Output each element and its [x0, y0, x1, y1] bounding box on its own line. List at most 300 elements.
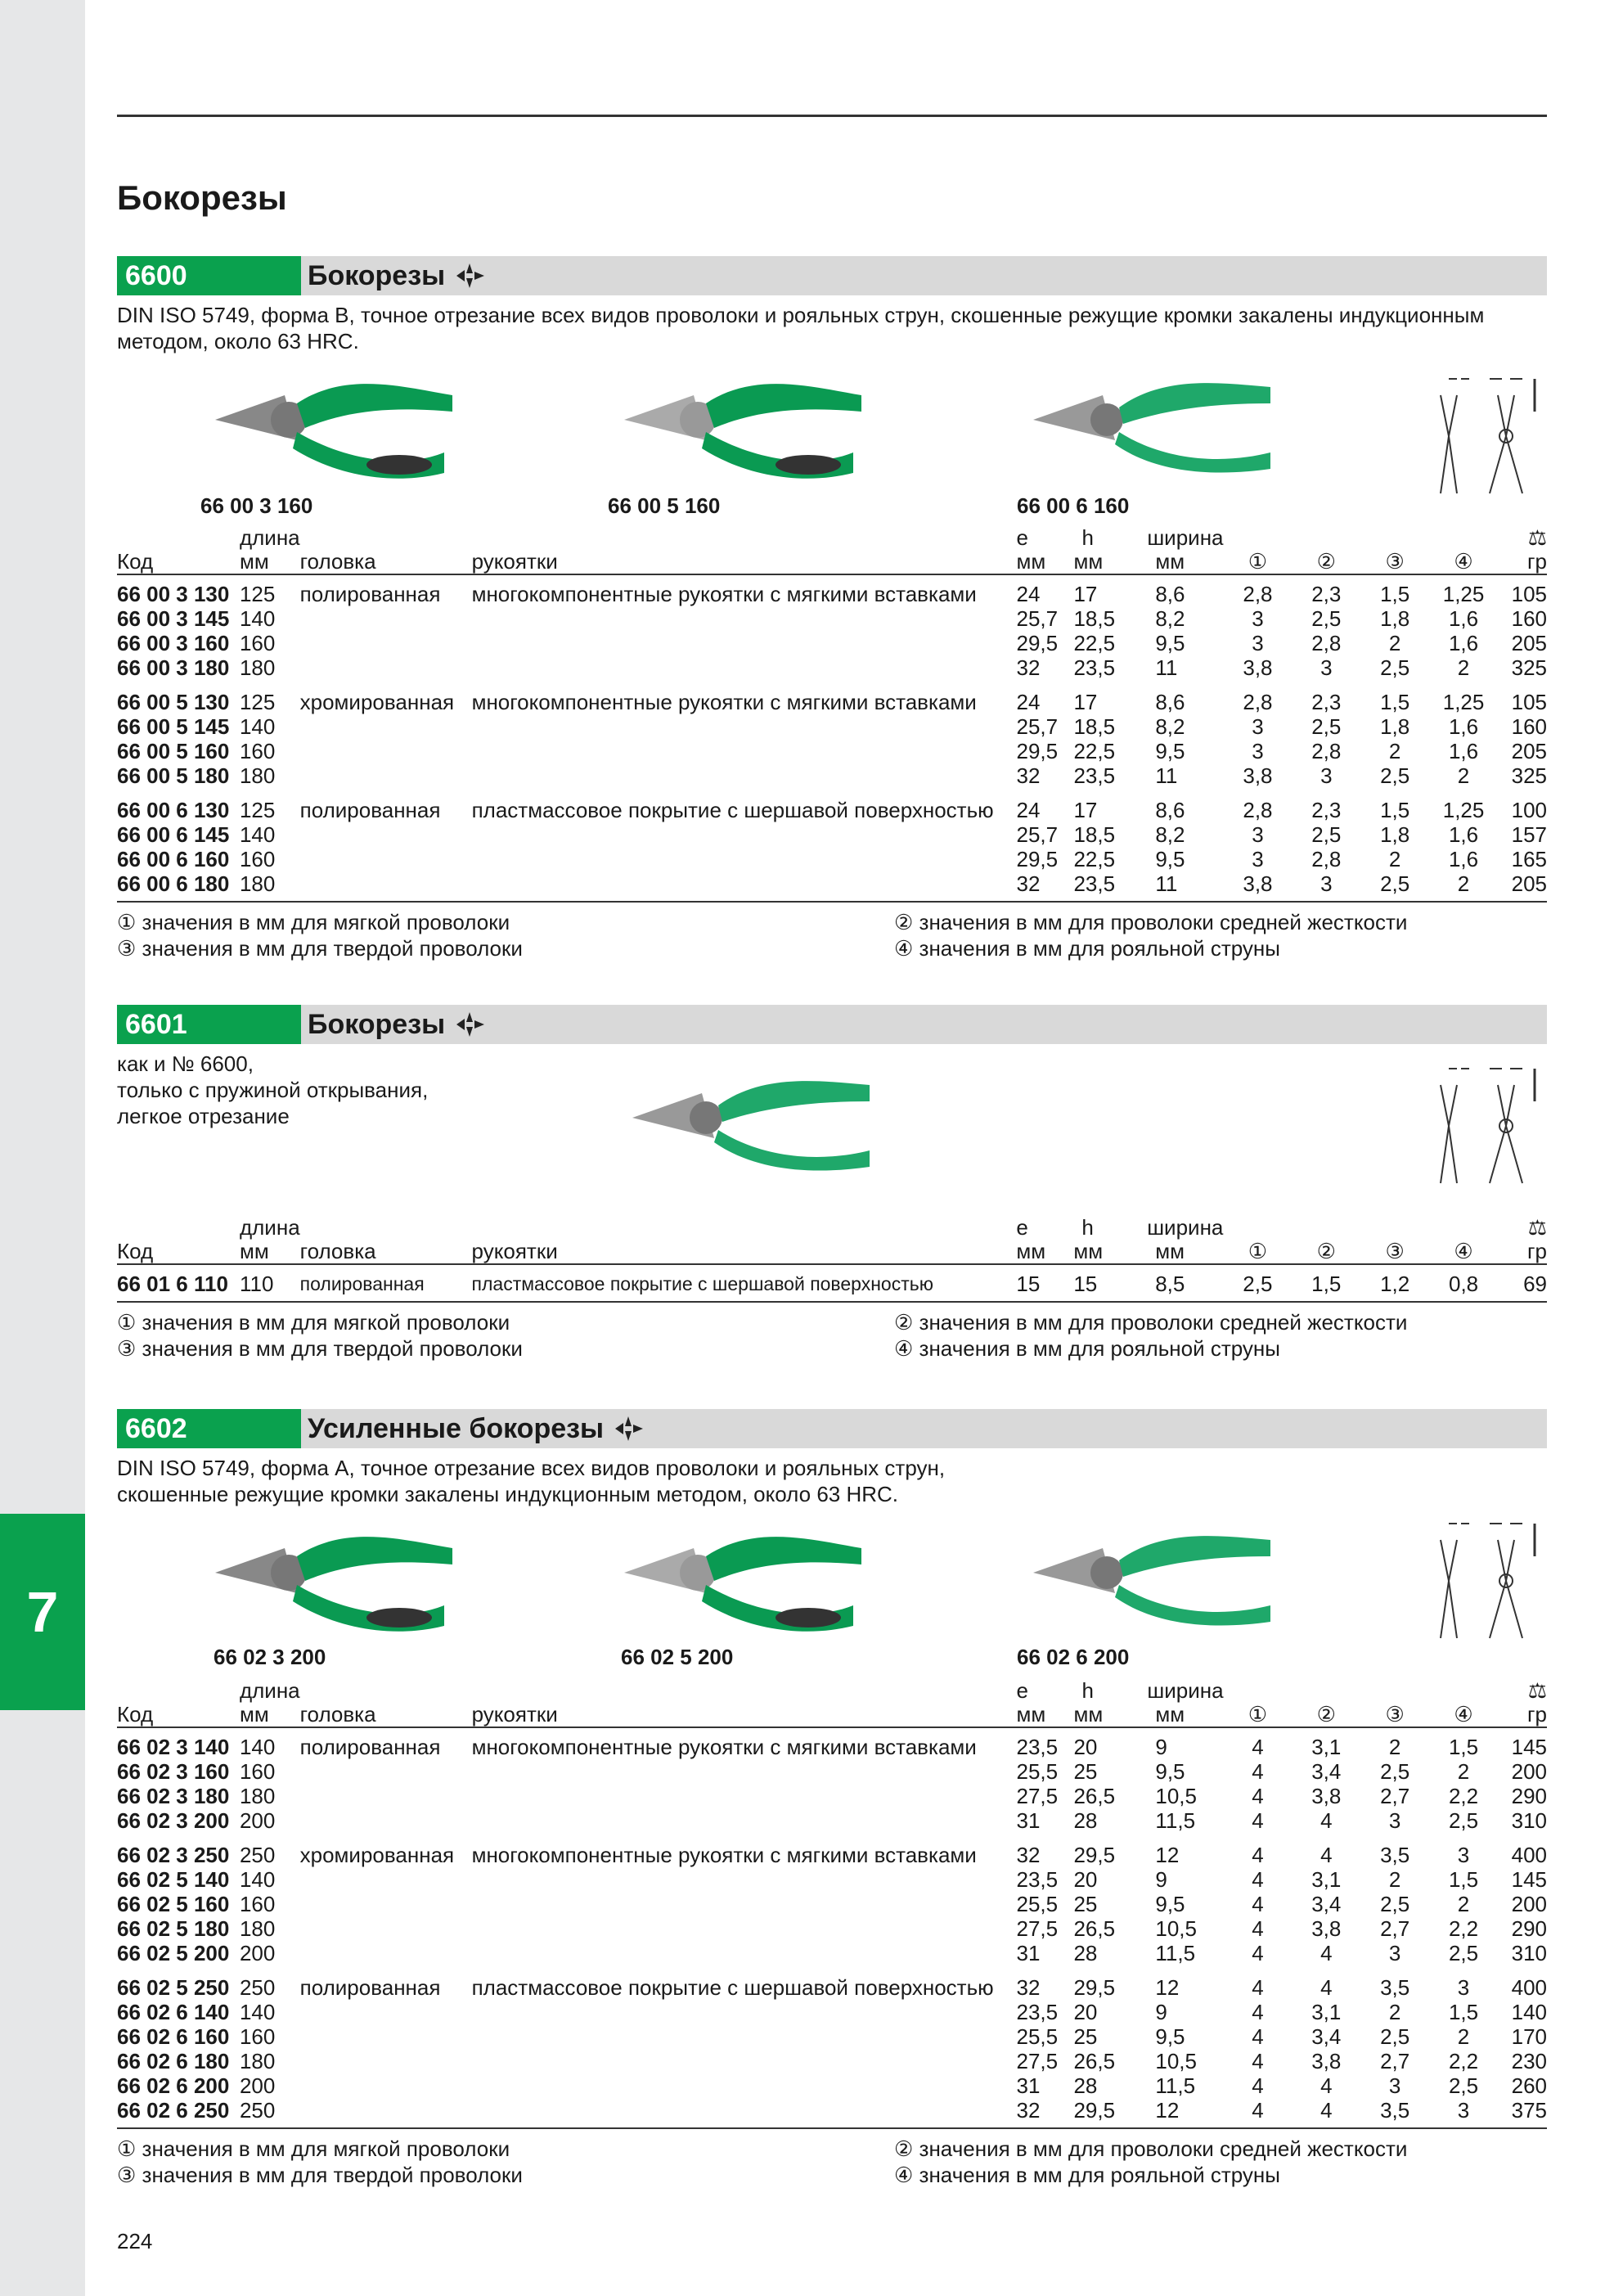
value-cell: 25	[1073, 2024, 1098, 2049]
value-cell: 3,8	[1311, 2049, 1342, 2073]
head-cell	[300, 1916, 472, 1941]
value-cell: 28	[1073, 2073, 1098, 2098]
section-title-text: Бокорезы	[308, 259, 446, 291]
section-6602	[117, 1409, 1547, 2188]
value-cell: 2,5	[1380, 655, 1410, 680]
spec-table	[117, 1679, 1547, 2129]
table-row	[117, 1965, 1547, 2000]
article-code: 66 02 5 180	[117, 1916, 230, 1941]
head-cell	[300, 631, 472, 655]
value-cell: 18,5	[1073, 822, 1116, 847]
article-code: 66 02 6 160	[117, 2024, 230, 2049]
head-cell	[300, 1759, 472, 1784]
value-cell: 2,3	[1311, 582, 1342, 606]
grip-cell: пластмассовое покрытие с шершавой поверхностью	[471, 1975, 994, 2000]
length-cell: 250	[240, 2098, 300, 2128]
table-row	[117, 2073, 1547, 2098]
pliers-image	[1025, 1515, 1279, 1638]
grip-cell	[472, 714, 1017, 739]
value-cell: 10,5	[1155, 1784, 1197, 1808]
value-cell: 400	[1511, 1975, 1547, 2000]
footnotes	[117, 1309, 1547, 1362]
grip-cell	[472, 871, 1017, 902]
head-cell	[300, 1867, 472, 1892]
value-cell: 2,5	[1448, 1808, 1479, 1833]
value-cell: 2,8	[1243, 798, 1273, 822]
grip-cell	[472, 739, 1017, 763]
length-cell: 180	[239, 1916, 276, 1941]
article-code: 66 02 6 200	[117, 2073, 230, 2098]
value-cell: 3	[1429, 2098, 1498, 2128]
description-line: легкое отрезание	[117, 1104, 290, 1128]
head-cell	[300, 739, 472, 763]
value-cell: 2	[1388, 2000, 1401, 2024]
table-row	[117, 1784, 1547, 1808]
value-cell: 2	[1457, 655, 1470, 680]
col-header: мм	[240, 1702, 300, 1727]
value-cell: 3	[1320, 763, 1333, 788]
value-cell: 1,6	[1448, 847, 1479, 871]
value-cell: 28	[1073, 1808, 1098, 1833]
value-cell: 8,6	[1155, 798, 1185, 822]
image-label: 66 02 5 200	[621, 1645, 734, 1669]
col-header: гр	[1498, 1239, 1547, 1264]
value-cell: 200	[1511, 1892, 1547, 1916]
length-cell: 140	[239, 1867, 276, 1892]
footnote: ② значения в мм для проволоки средней жесткости	[894, 910, 1408, 934]
weight-icon: ⚖	[1527, 1678, 1547, 1703]
head-cell	[300, 655, 472, 680]
table-row	[117, 2098, 1547, 2128]
value-cell: 2,2	[1448, 1784, 1479, 1808]
table-row	[117, 1941, 1547, 1965]
value-cell: 3,5	[1360, 2098, 1429, 2128]
grip-cell	[472, 763, 1017, 788]
head-cell	[300, 606, 472, 631]
value-cell: 1,25	[1442, 798, 1485, 822]
value-cell: 3,4	[1311, 1759, 1342, 1784]
value-cell: 25,5	[1016, 2024, 1059, 2049]
section-header	[117, 1409, 1547, 1448]
head-cell	[300, 714, 472, 739]
footnote: ① значения в мм для мягкой проволоки	[117, 1310, 510, 1335]
section-description	[117, 1051, 428, 1129]
value-cell: 3	[1252, 739, 1264, 763]
value-cell: 8,2	[1155, 714, 1185, 739]
chapter-tab	[0, 1514, 85, 1710]
dimension-diagram-icon	[1424, 1052, 1547, 1191]
value-cell: 2	[1388, 631, 1401, 655]
grip-cell	[472, 822, 1017, 847]
head-cell	[300, 2000, 472, 2024]
value-cell: 2,5	[1380, 1759, 1410, 1784]
value-cell: 2	[1388, 739, 1401, 763]
value-cell: 11	[1155, 655, 1178, 680]
length-cell: 140	[239, 606, 276, 631]
value-cell: 32	[1016, 763, 1041, 788]
value-cell: 3	[1457, 1843, 1470, 1867]
table-row	[117, 2000, 1547, 2024]
value-cell: 1,25	[1442, 582, 1485, 606]
value-cell: 2,8	[1311, 631, 1342, 655]
length-cell: 160	[239, 2024, 276, 2049]
grip-cell	[472, 655, 1017, 680]
value-cell: 2,2	[1448, 1916, 1479, 1941]
product-images	[117, 1044, 1547, 1216]
table-row	[117, 1759, 1547, 1784]
grip-cell	[472, 1759, 1017, 1784]
description-line: как и № 6600,	[117, 1051, 254, 1076]
grip-cell	[472, 1784, 1017, 1808]
value-cell: 29,5	[1065, 2098, 1147, 2128]
product-images	[117, 1507, 1547, 1679]
table-body	[117, 1264, 1547, 1302]
grip-cell	[472, 2073, 1017, 2098]
value-cell: 4	[1252, 2073, 1264, 2098]
image-label: 66 02 6 200	[1017, 1645, 1130, 1669]
value-cell: 310	[1511, 1941, 1547, 1965]
value-cell: 23,5	[1016, 2000, 1059, 2024]
length-cell: 140	[239, 822, 276, 847]
head-cell: полированная	[299, 582, 441, 606]
value-cell: 9,5	[1155, 631, 1185, 655]
value-cell: 22,5	[1073, 739, 1116, 763]
length-cell: 250	[239, 1843, 276, 1867]
length-cell: 180	[239, 655, 276, 680]
value-cell: 4	[1320, 1808, 1333, 1833]
value-cell: 290	[1511, 1916, 1547, 1941]
value-cell: 3,8	[1224, 871, 1293, 902]
table-row	[117, 1808, 1547, 1833]
grip-cell: пластмассовое покрытие с шершавой поверхностью	[471, 798, 994, 822]
value-cell: 310	[1511, 1808, 1547, 1833]
page-title: Бокорезы	[117, 178, 287, 217]
spec-table	[117, 526, 1547, 903]
col-header: ②	[1292, 1702, 1360, 1727]
value-cell: 4	[1292, 2098, 1360, 2128]
value-cell: 29,5	[1073, 1843, 1116, 1867]
value-cell: 4	[1252, 1975, 1264, 2000]
head-cell	[300, 871, 472, 902]
value-cell: 0,8	[1429, 1264, 1498, 1302]
article-code: 66 00 6 145	[117, 822, 230, 847]
value-cell: 2,5	[1311, 714, 1342, 739]
grip-cell	[472, 1916, 1017, 1941]
article-code: 66 01 6 110	[117, 1264, 240, 1302]
value-cell: 24	[1016, 690, 1041, 714]
table-row	[117, 2024, 1547, 2049]
value-cell: 165	[1511, 847, 1547, 871]
col-header: длина	[239, 1215, 300, 1240]
col-header: ④	[1429, 549, 1498, 574]
value-cell: 32	[1016, 1843, 1041, 1867]
table-row	[117, 763, 1547, 788]
article-code: 66 00 3 160	[117, 631, 230, 655]
article-code: 66 00 3 130	[117, 582, 230, 606]
table-row	[117, 655, 1547, 680]
col-header: гр	[1498, 1702, 1547, 1727]
value-cell: 1,8	[1380, 714, 1410, 739]
value-cell: 31	[1016, 1808, 1041, 1833]
value-cell: 3	[1388, 1808, 1401, 1833]
grip-cell	[472, 1892, 1017, 1916]
col-header: e	[1016, 1678, 1028, 1703]
value-cell: 12	[1155, 1975, 1180, 2000]
grip-cell	[472, 606, 1017, 631]
table-row	[117, 1892, 1547, 1916]
sidebar	[0, 0, 85, 2296]
grip-cell	[472, 1941, 1017, 1965]
head-cell	[300, 2098, 472, 2128]
value-cell: 28	[1073, 1941, 1098, 1965]
col-header: ②	[1292, 549, 1360, 574]
head-cell	[300, 2024, 472, 2049]
chapter-number: 7	[26, 1580, 59, 1644]
value-cell: 2,3	[1311, 798, 1342, 822]
grip-cell	[472, 2049, 1017, 2073]
value-cell: 2,2	[1448, 2049, 1479, 2073]
value-cell: 160	[1511, 714, 1547, 739]
table-row	[117, 788, 1547, 822]
value-cell: 3,5	[1380, 1843, 1410, 1867]
head-cell	[300, 847, 472, 871]
head-cell: полированная	[299, 1975, 441, 2000]
footnote: ④ значения в мм для рояльной струны	[894, 1336, 1280, 1361]
value-cell: 1,5	[1380, 582, 1410, 606]
article-code: 66 00 5 160	[117, 739, 230, 763]
length-cell: 110	[240, 1264, 300, 1302]
value-cell: 2,5	[1448, 2073, 1479, 2098]
pliers-image	[616, 362, 870, 485]
value-cell: 25,5	[1016, 1759, 1059, 1784]
page-number: 224	[117, 2229, 153, 2253]
value-cell: 4	[1252, 1735, 1264, 1759]
pliers-image	[624, 1060, 878, 1183]
value-cell: 12	[1147, 2098, 1223, 2128]
value-cell: 31	[1016, 1941, 1041, 1965]
value-cell: 3	[1388, 2073, 1401, 2098]
length-cell: 180	[239, 2049, 276, 2073]
value-cell: 8,2	[1155, 606, 1185, 631]
article-code: 66 02 3 180	[117, 1784, 230, 1808]
value-cell: 10,5	[1155, 2049, 1197, 2073]
value-cell: 1,6	[1448, 606, 1479, 631]
length-cell: 140	[239, 2000, 276, 2024]
description-line: скошенные режущие кромки закалены индукционным методом, около 63 HRC.	[117, 1482, 899, 1506]
length-cell: 200	[239, 1808, 276, 1833]
dimension-diagram-icon	[1424, 1507, 1547, 1646]
section-description: DIN ISO 5749, форма B, точное отрезание всех видов проволоки и рояльных струн, скошенные режущие кромки закалены индукционным методом, около 63 HRC.	[117, 303, 1485, 353]
col-header: ширина	[1147, 1215, 1224, 1240]
article-code: 66 00 5 130	[117, 690, 230, 714]
image-label: 66 00 6 160	[1017, 493, 1130, 518]
value-cell: 25,7	[1016, 714, 1059, 739]
value-cell: 2	[1388, 1735, 1401, 1759]
value-cell: 3	[1252, 847, 1264, 871]
quality-mark-icon	[453, 262, 488, 290]
value-cell: 9	[1155, 1735, 1167, 1759]
length-cell: 125	[239, 798, 276, 822]
weight-icon: ⚖	[1527, 1215, 1547, 1240]
value-cell: 4	[1252, 1759, 1264, 1784]
section-number: 6601	[117, 1005, 301, 1044]
value-cell: 15	[1065, 1264, 1147, 1302]
value-cell: 2,8	[1311, 739, 1342, 763]
footnotes	[117, 909, 1547, 961]
length-cell: 160	[239, 739, 276, 763]
value-cell: 2,5	[1311, 822, 1342, 847]
section-number: 6600	[117, 256, 301, 295]
value-cell: 2,5	[1448, 1941, 1479, 1965]
value-cell: 3	[1388, 1941, 1401, 1965]
grip-cell	[472, 2000, 1017, 2024]
col-header: ширина	[1147, 1678, 1224, 1703]
value-cell: 2,5	[1223, 1264, 1292, 1302]
head-cell: хромированная	[299, 1843, 455, 1867]
value-cell: 25,7	[1016, 822, 1059, 847]
footnote: ③ значения в мм для твердой проволоки	[117, 2163, 523, 2187]
section-description	[117, 1455, 1547, 1507]
value-cell: 23,5	[1065, 871, 1147, 902]
col-header: ширина	[1147, 525, 1224, 550]
description-line: только с пружиной открывания,	[117, 1078, 429, 1102]
value-cell: 32	[1016, 871, 1065, 902]
col-header: Код	[117, 1702, 240, 1727]
value-cell: 3	[1252, 714, 1264, 739]
value-cell: 3,4	[1311, 1892, 1342, 1916]
value-cell: 145	[1511, 1867, 1547, 1892]
length-cell: 160	[239, 1759, 276, 1784]
value-cell: 8,2	[1155, 822, 1185, 847]
value-cell: 1,2	[1360, 1264, 1429, 1302]
col-header: ③	[1360, 549, 1429, 574]
length-cell: 125	[239, 582, 276, 606]
article-code: 66 00 6 130	[117, 798, 230, 822]
value-cell: 29,5	[1016, 847, 1059, 871]
col-header: мм	[1065, 1702, 1147, 1727]
footnote: ① значения в мм для мягкой проволоки	[117, 2136, 510, 2161]
table-row	[117, 1867, 1547, 1892]
value-cell: 1,6	[1448, 822, 1479, 847]
length-cell: 180	[239, 763, 276, 788]
value-cell: 205	[1511, 739, 1547, 763]
value-cell: 3	[1292, 871, 1360, 902]
value-cell: 3,8	[1311, 1784, 1342, 1808]
article-code: 66 00 6 160	[117, 847, 230, 871]
footnote: ② значения в мм для проволоки средней жесткости	[894, 1310, 1408, 1335]
value-cell: 4	[1252, 1808, 1264, 1833]
value-cell: 1,8	[1380, 822, 1410, 847]
value-cell: 24	[1016, 582, 1041, 606]
col-header: головка	[300, 549, 472, 574]
length-cell: 140	[239, 1735, 276, 1759]
grip-cell	[472, 631, 1017, 655]
value-cell: 27,5	[1016, 2049, 1059, 2073]
value-cell: 15	[1016, 1264, 1065, 1302]
footnote: ③ значения в мм для твердой проволоки	[117, 936, 523, 961]
value-cell: 9,5	[1155, 1892, 1185, 1916]
value-cell: 25	[1073, 1759, 1098, 1784]
value-cell: 1,6	[1448, 739, 1479, 763]
table-row	[117, 606, 1547, 631]
head-cell	[300, 1784, 472, 1808]
value-cell: 4	[1320, 2073, 1333, 2098]
value-cell: 26,5	[1073, 1784, 1116, 1808]
section-title-text: Усиленные бокорезы	[308, 1412, 605, 1444]
footnote: ② значения в мм для проволоки средней жесткости	[894, 2136, 1408, 2161]
value-cell: 11,5	[1155, 1941, 1196, 1965]
head-cell	[300, 822, 472, 847]
value-cell: 3	[1252, 606, 1264, 631]
value-cell: 23,5	[1016, 1735, 1059, 1759]
value-cell: 23,5	[1073, 655, 1116, 680]
image-label: 66 00 3 160	[200, 493, 313, 518]
footnote: ④ значения в мм для рояльной струны	[894, 2163, 1280, 2187]
value-cell: 3,8	[1311, 1916, 1342, 1941]
value-cell: 12	[1155, 1843, 1180, 1867]
table-row	[117, 871, 1547, 902]
article-code: 66 02 3 160	[117, 1759, 230, 1784]
value-cell: 100	[1511, 798, 1547, 822]
col-header: ①	[1223, 1239, 1292, 1264]
value-cell: 2,5	[1360, 871, 1429, 902]
value-cell: 325	[1511, 763, 1547, 788]
col-header: длина	[239, 1678, 300, 1703]
value-cell: 32	[1016, 1975, 1041, 2000]
value-cell: 9	[1155, 2000, 1167, 2024]
col-header: h	[1081, 525, 1094, 550]
length-cell: 180	[240, 871, 300, 902]
table-row	[117, 714, 1547, 739]
value-cell: 9,5	[1155, 1759, 1185, 1784]
value-cell: 260	[1511, 2073, 1547, 2098]
value-cell: 200	[1511, 1759, 1547, 1784]
value-cell: 4	[1252, 1916, 1264, 1941]
head-cell	[300, 763, 472, 788]
col-header: головка	[300, 1702, 472, 1727]
value-cell: 2,8	[1243, 582, 1273, 606]
grip-cell: многокомпонентные рукоятки с мягкими вставками	[471, 1735, 977, 1759]
value-cell: 8,6	[1155, 582, 1185, 606]
length-cell: 180	[239, 1784, 276, 1808]
value-cell: 3	[1320, 655, 1333, 680]
value-cell: 3,1	[1311, 1867, 1342, 1892]
value-cell: 4	[1252, 2000, 1264, 2024]
value-cell: 22,5	[1073, 847, 1116, 871]
section-6601	[117, 1005, 1547, 1362]
value-cell: 3,8	[1243, 655, 1273, 680]
length-cell: 160	[239, 631, 276, 655]
value-cell: 1,25	[1442, 690, 1485, 714]
length-cell: 200	[239, 2073, 276, 2098]
col-header: мм	[1016, 549, 1065, 574]
value-cell: 32	[1016, 655, 1041, 680]
value-cell: 2	[1457, 2024, 1470, 2049]
col-header: мм	[1016, 1239, 1065, 1264]
table-row	[117, 1833, 1547, 1867]
value-cell: 2,7	[1380, 2049, 1410, 2073]
footnotes	[117, 2136, 1547, 2188]
grip-cell: многокомпонентные рукоятки с мягкими вставками	[471, 582, 977, 606]
value-cell: 4	[1252, 1843, 1264, 1867]
value-cell: 10,5	[1155, 1916, 1197, 1941]
value-cell: 9,5	[1155, 739, 1185, 763]
value-cell: 4	[1252, 1867, 1264, 1892]
value-cell: 140	[1511, 2000, 1547, 2024]
section-title-text: Бокорезы	[308, 1008, 446, 1040]
table-row	[117, 822, 1547, 847]
value-cell: 32	[1017, 2098, 1066, 2128]
